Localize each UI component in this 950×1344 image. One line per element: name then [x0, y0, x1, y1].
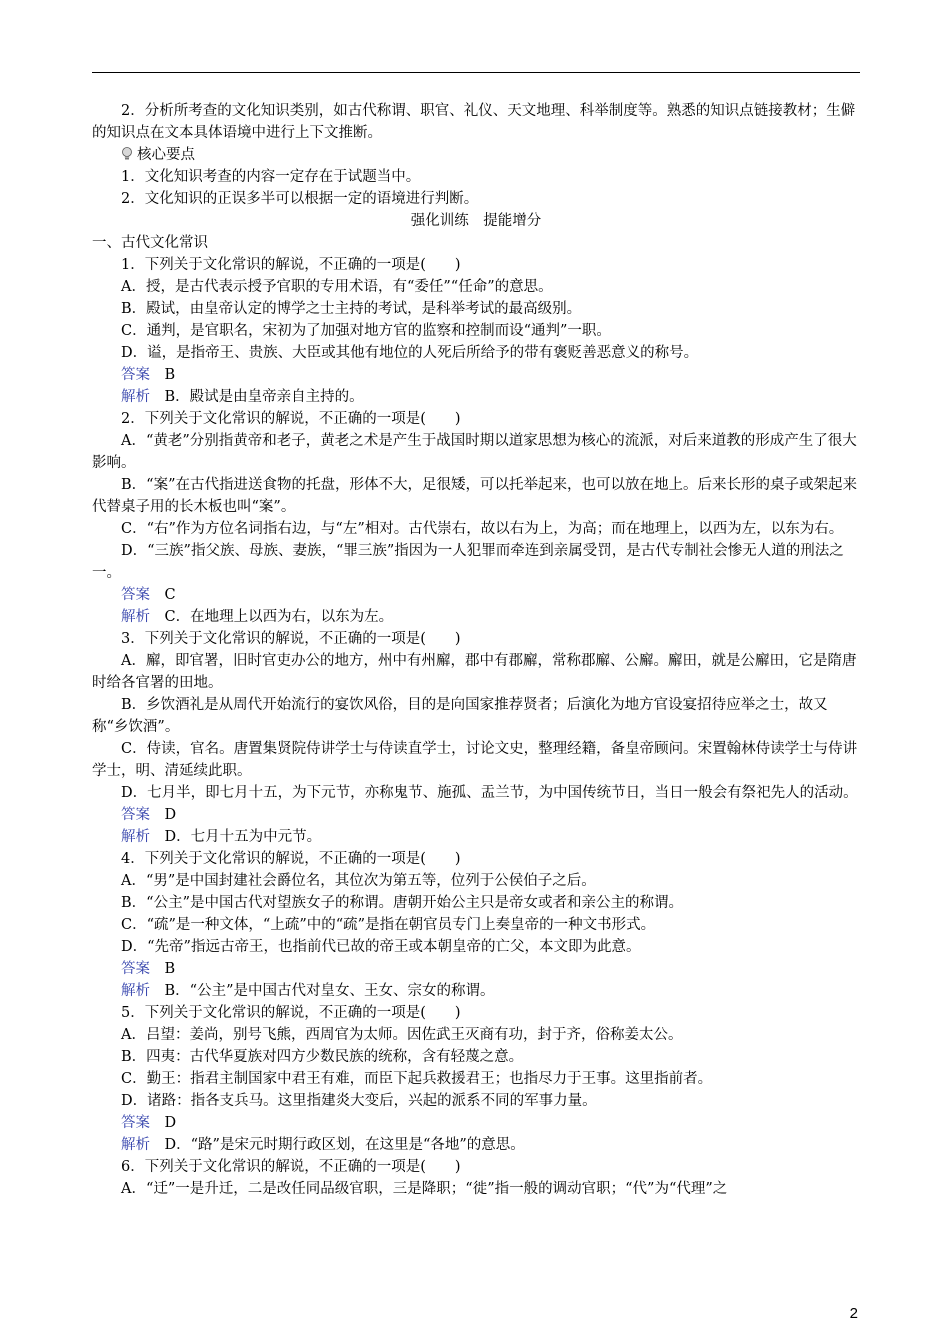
question-5-answer	[92, 1112, 860, 1134]
answer-value: D	[164, 1115, 177, 1131]
question-2-stem: 2．下列关于文化常识的解说，不正确的一项是( )	[121, 411, 461, 427]
answer-label: 答案	[121, 587, 150, 603]
answer-label: 答案	[121, 367, 150, 383]
question-3-analysis	[92, 826, 860, 848]
analysis-label: 解析	[121, 1137, 150, 1153]
question-5-option-a: A．吕望：姜尚，别号飞熊，西周官为太师。因佐武王灭商有功，封于齐，俗称姜太公。	[121, 1027, 683, 1043]
analysis-label: 解析	[121, 829, 150, 845]
core-points-heading-text: 核心要点	[137, 147, 195, 163]
question-3-option-d: D．七月半，即七月十五，为下元节，亦称鬼节、施孤、盂兰节，为中国传统节日，当日一般会有祭祀先人的活动。	[121, 785, 858, 801]
analysis-text: B．“公主”是中国古代对皇女、王女、宗女的称谓。	[164, 983, 495, 999]
question-1-option-c: C．通判，是官职名，宋初为了加强对地方官的监察和控制而设“通判”一职。	[121, 323, 611, 339]
document-body	[92, 100, 860, 1200]
question-6-stem: 6．下列关于文化常识的解说，不正确的一项是( )	[121, 1159, 461, 1175]
answer-label: 答案	[121, 1115, 150, 1131]
analysis-text: D．七月十五为中元节。	[164, 829, 322, 845]
question-1-option-d: D．谥，是指帝王、贵族、大臣或其他有地位的人死后所给予的带有褒贬善恶意义的称号。	[121, 345, 699, 361]
lightbulb-icon	[121, 146, 133, 160]
analysis-text: B．殿试是由皇帝亲自主持的。	[164, 389, 364, 405]
answer-label: 答案	[121, 807, 150, 823]
core-point-2: 2．文化知识的正误多半可以根据一定的语境进行判断。	[121, 191, 479, 207]
question-1-option-b: B．殿试，由皇帝认定的博学之士主持的考试，是科举考试的最高级别。	[121, 301, 582, 317]
question-1-answer	[92, 364, 860, 386]
core-point-1: 1．文化知识考查的内容一定存在于试题当中。	[121, 169, 421, 185]
answer-value: C	[164, 587, 176, 603]
question-4-option-b: B．“公主”是中国古代对望族女子的称谓。唐朝开始公主只是帝女或者和亲公主的称谓。	[121, 895, 683, 911]
question-4-answer	[92, 958, 860, 980]
question-5-analysis	[92, 1134, 860, 1156]
question-3-option-c: C．侍读，官名。唐置集贤院侍讲学士与侍读直学士，讨论文史，整理经籍，备皇帝顾问。宋置翰林侍读学士与侍讲学士，明、清延续此职。	[92, 741, 858, 779]
question-5-stem: 5．下列关于文化常识的解说，不正确的一项是( )	[121, 1005, 461, 1021]
question-2-option-d: D．“三族”指父族、母族、妻族，“罪三族”指因为一人犯罪而牵连到亲属受罚，是古代专制社会惨无人道的刑法之一。	[92, 543, 844, 581]
analysis-label: 解析	[121, 983, 150, 999]
part-title: 一、古代文化常识	[92, 235, 208, 251]
question-1-analysis	[92, 386, 860, 408]
question-4-option-d: D．“先帝”指远古帝王，也指前代已故的帝王或本朝皇帝的亡父，本文即为此意。	[121, 939, 641, 955]
question-4-option-c: C．“疏”是一种文体，“上疏”中的“疏”是指在朝官员专门上奏皇帝的一种文书形式。	[121, 917, 656, 933]
page-number: 2	[849, 1305, 858, 1322]
question-2-analysis	[92, 606, 860, 628]
question-5-option-b: B．四夷：古代华夏族对四方少数民族的统称，含有轻蔑之意。	[121, 1049, 524, 1065]
analysis-text: D．“路”是宋元时期行政区划，在这里是“各地”的意思。	[164, 1137, 525, 1153]
question-2-answer	[92, 584, 860, 606]
analysis-label: 解析	[121, 389, 150, 405]
question-3-option-b: B．乡饮酒礼是从周代开始流行的宴饮风俗，目的是向国家推荐贤者；后演化为地方官设宴招待应举之士，故又称“乡饮酒”。	[92, 697, 828, 735]
question-3-answer	[92, 804, 860, 826]
question-3-stem: 3．下列关于文化常识的解说，不正确的一项是( )	[121, 631, 461, 647]
core-points-heading	[92, 144, 860, 166]
header-rule	[92, 72, 860, 73]
question-4-option-a: A．“男”是中国封建社会爵位名，其位次为第五等，位列于公侯伯子之后。	[121, 873, 596, 889]
answer-label: 答案	[121, 961, 150, 977]
question-5-option-d: D．诸路：指各支兵马。这里指建炎大变后，兴起的派系不同的军事力量。	[121, 1093, 597, 1109]
question-2-option-b: B．“案”在古代指进送食物的托盘，形体不大，足很矮，可以托举起来，也可以放在地上。后来长形的桌子或架起来代替桌子用的长木板也叫“案”。	[92, 477, 857, 515]
question-1-option-a: A．授，是古代表示授予官职的专用术语，有“委任”“任命”的意思。	[121, 279, 553, 295]
analysis-label: 解析	[121, 609, 150, 625]
analysis-text: C．在地理上以西为右，以东为左。	[164, 609, 394, 625]
answer-value: D	[164, 807, 177, 823]
question-5-option-c: C．勤王：指君主制国家中君王有难，而臣下起兵救援君王；也指尽力于王事。这里指前者。	[121, 1071, 713, 1087]
question-2-option-a: A．“黄老”分别指黄帝和老子，黄老之术是产生于战国时期以道家思想为核心的流派，对后来道教的形成产生了很大影响。	[92, 433, 857, 471]
intro-point-2: 2．分析所考查的文化知识类别，如古代称谓、职官、礼仪、天文地理、科举制度等。熟悉的知识点链接教材；生僻的知识点在文本具体语境中进行上下文推断。	[92, 103, 856, 141]
question-3-option-a: A．廨，即官署，旧时官吏办公的地方，州中有州廨，郡中有郡廨，常称郡廨、公廨。廨田，就是公廨田，它是隋唐时给各官署的田地。	[92, 653, 857, 691]
question-6-option-a: A．“迁”一是升迁，二是改任同品级官职，三是降职；“徙”指一般的调动官职；“代”为“代理”之	[121, 1181, 728, 1197]
question-4-stem: 4．下列关于文化常识的解说，不正确的一项是( )	[121, 851, 461, 867]
question-1-stem: 1．下列关于文化常识的解说，不正确的一项是( )	[121, 257, 461, 273]
question-4-analysis	[92, 980, 860, 1002]
section-title: 强化训练 提能增分	[410, 213, 542, 229]
answer-value: B	[164, 961, 176, 977]
answer-value: B	[164, 367, 176, 383]
question-2-option-c: C．“右”作为方位名词指右边，与“左”相对。古代崇右，故以右为上，为高；而在地理上，以西为左，以东为右。	[121, 521, 844, 537]
